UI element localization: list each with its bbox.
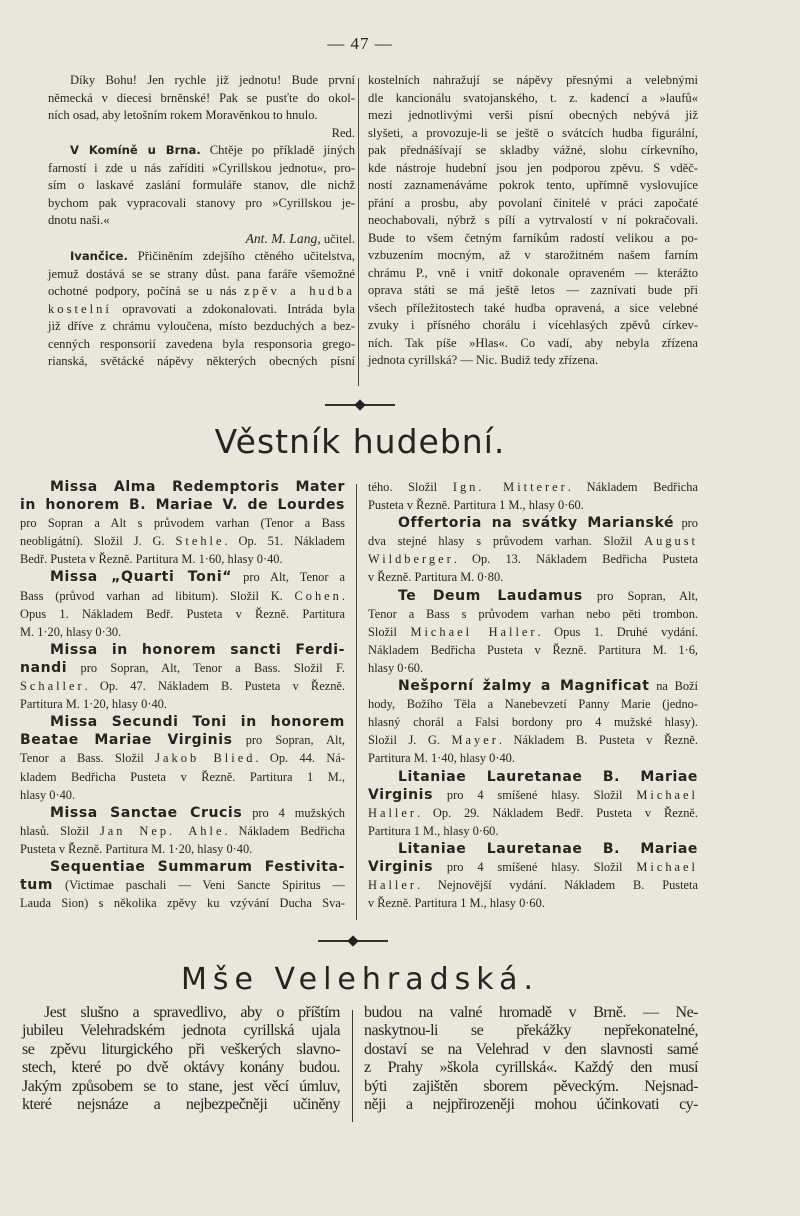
text-segment: . Op. 13. Nákladem Bedřicha Pusteta (453, 552, 698, 567)
spaced-name: Mayer (451, 733, 499, 748)
text-line (368, 496, 698, 514)
column-rule (358, 78, 359, 386)
text-line (48, 283, 355, 301)
heading-text: Missa in honorem sancti Ferdi- (50, 641, 345, 658)
listings-column-right (368, 478, 698, 912)
heading-text: Offertoria na svátky Marianské (398, 515, 675, 532)
column-rule (352, 1010, 353, 1122)
signature (48, 230, 355, 249)
spaced-name: Jan Nep. Ahle (99, 823, 225, 838)
text-segment: v Řezně. Partitura M. 0·80. (368, 570, 504, 585)
text-segment: Nákladem Bedřicha Pusteta v Řezně. Partitura M. 1·6, (368, 642, 698, 657)
text-segment: neochabovali, nýbrž s pílí a vytrvalostí v ní pokračovali. (368, 213, 698, 227)
text-segment: mezi jednotlivými verši písní obecných nebývá již (368, 108, 698, 122)
text-segment: opravovati a zdokonalovati. Intráda byla (111, 301, 355, 316)
text-line (368, 352, 698, 370)
text-line (20, 713, 345, 731)
heading-text: Ivančice. (70, 249, 128, 263)
text-line (368, 125, 698, 143)
text-line (20, 677, 345, 695)
text-line (364, 1096, 698, 1114)
spaced-name: Michael Haller (410, 624, 538, 639)
heading-text: Missa Alma Redemptoris Mater (50, 479, 345, 495)
text-segment: stech, které po dvě oktávy konány budou. (22, 1059, 340, 1077)
spaced-name: Ign. Mitterer (452, 480, 568, 494)
text-segment: hlasy 0·60. (368, 660, 424, 675)
text-segment: oprava státi se má ještě letos — zaznívati bude při (368, 283, 698, 297)
text-line (48, 160, 355, 178)
text-segment: zvuky i přísného chorálu i vícehlasých zpěvů církev- (368, 318, 698, 332)
text-line (368, 840, 698, 858)
text-line (20, 550, 345, 568)
text-line (48, 353, 355, 371)
text-line (368, 72, 698, 90)
text-line (368, 731, 698, 749)
paragraph (368, 514, 698, 586)
news-column-left (48, 72, 355, 371)
paragraph (20, 641, 345, 713)
text-segment: neobligátní). Složil J. G. (20, 534, 176, 549)
heading-text: Sequentiae Summarum Festivita- (50, 858, 345, 875)
author-name: Ant. M. Lang, (245, 230, 321, 246)
text-segment: . Op. 51. Nákladem (224, 534, 345, 549)
text-line (20, 840, 345, 858)
spaced-name: Michael (636, 859, 698, 874)
text-line (368, 265, 698, 283)
text-line (368, 212, 698, 230)
text-line (368, 514, 698, 532)
text-line (368, 677, 698, 695)
text-segment: Tenor a Bass. Složil (20, 751, 156, 766)
text-segment: ních osad, aby letošním rokem Moravěnkou to hnulo. (48, 108, 318, 122)
text-segment: Bedř. Pusteta v Řezně. Partitura M. 1·60, hlasy 0·40. (20, 552, 283, 567)
text-line (20, 876, 345, 894)
text-line (368, 300, 698, 318)
spaced-name: Haller (368, 878, 417, 893)
heading-text: Nešporní žalmy a Magnificat (398, 678, 650, 695)
text-segment: farností i zde u nás zaříditi »Cyrillskou jednotu«, pro- (48, 160, 355, 175)
text-line (22, 1059, 340, 1077)
text-line (48, 318, 355, 336)
text-segment: Partitura M. 1·20, hlasy 0·40. (20, 697, 167, 712)
text-segment: Přičiněním zdejšího ctěného učitelstva, (127, 249, 355, 263)
text-line (368, 568, 698, 586)
text-segment: slyšeti, a provozuje-li se ještě o svátcích hudba figurální, (368, 125, 698, 140)
text-segment: hlasy 0·40. (20, 787, 76, 802)
text-segment: pro Sopran, Alt, Tenor a Bass. Složil F. (67, 660, 345, 675)
text-line (20, 894, 345, 912)
text-line (368, 786, 698, 804)
text-line (368, 641, 698, 659)
text-segment: všech příležitostech také hudba opravená, a sice velebné (368, 300, 698, 315)
text-segment: pro 4 mužských (242, 805, 345, 820)
text-line (20, 514, 345, 532)
text-line (20, 587, 345, 605)
text-line (20, 659, 345, 677)
text-segment: hody, Božího Těla a Nanebevzetí Panny Marie (jedno- (368, 697, 698, 712)
text-segment: . Nákladem B. Pusteta v Řezně. (498, 733, 698, 748)
heading-text: Missa „Quarti Toni“ (50, 569, 233, 586)
heading-text: in honorem B. Mariae V. de Lourdes (20, 497, 345, 514)
text-segment: Partitura M. 1·40, hlasy 0·40. (368, 751, 515, 766)
text-segment: M. 1·20, hlasy 0·30. (20, 624, 122, 639)
text-line (48, 107, 355, 125)
text-line (368, 749, 698, 767)
text-segment: něji a nejpřirozeněji mohou účinkovati cy- (364, 1096, 698, 1114)
heading-text: Missa Sanctae Crucis (50, 804, 243, 821)
text-line (368, 107, 698, 125)
text-line (20, 641, 345, 659)
heading-text: Litaniae Lauretanae B. Mariae (398, 768, 698, 785)
text-segment: pro Sopran, Alt, (582, 588, 698, 603)
text-line (368, 858, 698, 876)
spaced-name: Haller (368, 805, 417, 820)
text-segment: (Victimae paschali — Veni Sancte Spiritus — (53, 878, 345, 893)
text-line (22, 1041, 340, 1059)
text-line (368, 532, 698, 550)
heading-text: tum (20, 877, 54, 894)
text-segment: pak přednášívají se skladby vážné, slohu církevního, (368, 143, 698, 157)
text-segment: v Řezně. Partitura 1 M., hlasy 0·60. (368, 896, 545, 911)
text-segment: jemuž dostává se se strany důst. pana faráře všemožné (48, 266, 355, 281)
text-line (368, 804, 698, 822)
text-line (48, 336, 355, 354)
spaced-name: August (644, 534, 698, 549)
paragraph (368, 72, 698, 370)
text-segment: . Op. 44. Ná- (255, 751, 345, 766)
text-line (22, 1078, 340, 1096)
text-segment: . Nejnovější vydání. Nákladem B. Pusteta (416, 878, 698, 893)
text-segment: které nejsnáze a nejbezpečněji učiněny (22, 1096, 340, 1114)
paragraph (20, 804, 345, 858)
text-line (20, 568, 345, 586)
ornament-divider (325, 404, 395, 406)
text-line (22, 1022, 340, 1040)
paragraph (368, 478, 698, 514)
text-segment: jednota cyrillská? — Nic. Budiž tedy zřízena. (368, 353, 599, 367)
text-segment: na Boží (649, 679, 698, 694)
divider-diamond-icon (347, 935, 358, 946)
text-line (22, 1096, 340, 1114)
text-segment: dnotu naši.« (48, 213, 110, 227)
text-segment: . (341, 588, 345, 603)
text-segment: . Op. 47. Nákladem B. Pusteta v Řezně. (84, 679, 345, 694)
paragraph (20, 478, 345, 568)
text-segment: kde nástroje hudební jsou jen podporou zpěvu. S vděč- (368, 160, 698, 175)
paragraph (20, 568, 345, 640)
text-segment: Jakým způsobem se to stane, jest věcí úmluv, (22, 1077, 340, 1095)
text-segment: již dříve z chrámu vyloučena, místo bezduchých a bez- (48, 319, 355, 333)
section-title-vestnik-hudebni: Věstník hudební. (214, 422, 506, 461)
spaced-name: kostelní (48, 301, 112, 316)
text-segment: Díky Bohu! Jen rychle již jednotu! Bude první (70, 73, 355, 87)
paragraph (48, 72, 355, 125)
text-line (48, 212, 355, 230)
text-segment: pro (674, 516, 698, 531)
text-segment: cenných responsorií zavedena byla responsoria grego- (48, 336, 355, 351)
heading-text: nandi (20, 659, 68, 676)
text-line (20, 768, 345, 786)
text-line (20, 858, 345, 876)
text-line (48, 177, 355, 195)
text-line (22, 1004, 340, 1022)
text-line (368, 768, 698, 786)
text-line (368, 247, 698, 265)
text-segment: Bass (průvod varhan ad libitum). Složil K. (20, 588, 295, 603)
text-segment: Bude to všem četným farníkům radostí velikou a po- (368, 230, 698, 245)
text-segment: kladem Bedřicha Pusteta v Řezně. Partitura 1 M., (20, 769, 345, 784)
text-segment: naskytnou-li se překážky nepřekonatelné, (364, 1022, 698, 1040)
heading-text: Virginis (368, 858, 434, 875)
text-line (368, 605, 698, 623)
text-segment: ních. Tak píše »Hlas«. Co vadí, aby nebyla zřízena (368, 335, 698, 350)
text-line (364, 1022, 698, 1040)
text-line (48, 230, 355, 249)
text-line (368, 876, 698, 894)
text-segment: pro Sopran, Alt, (232, 733, 345, 748)
text-segment: . Nákladem Bedřicha (224, 823, 345, 838)
text-line (20, 496, 345, 514)
text-segment: dva stejné hlasy s průvodem varhan. Složil (368, 534, 645, 549)
column-rule (356, 484, 357, 920)
text-segment: hlasný chorál a Falsi bordony pro 4 mužské hlasy). (368, 715, 698, 730)
text-segment: Pusteta v Řezně. Partitura 1 M., hlasy 0·60. (368, 498, 584, 513)
text-segment: Složil (368, 624, 411, 639)
article-column-left (22, 1004, 340, 1114)
text-line (368, 550, 698, 568)
signature (48, 125, 355, 143)
text-segment: Opus 1. Nákladem Bedř. Pusteta v Řezně. Partitura (20, 606, 345, 621)
spaced-name: Schaller (20, 679, 85, 694)
paragraph (48, 142, 355, 230)
text-line (20, 786, 345, 804)
text-segment: pro Sopran a Alt s průvodem varhan (Tenor a Bass (20, 516, 345, 531)
text-line (48, 72, 355, 90)
ornament-divider (318, 940, 388, 942)
text-line (20, 605, 345, 623)
text-line (364, 1078, 698, 1096)
text-line (368, 695, 698, 713)
text-segment: chrámu P., vně i vnitř dokonale opraveném — kterážto (368, 265, 698, 280)
text-segment: vzbuzením mocným, až v starožitném našem farním (368, 248, 698, 262)
text-segment: Pusteta v Řezně. Partitura M. 1·20, hlasy 0·40. (20, 841, 253, 856)
text-line (368, 659, 698, 677)
text-line (20, 623, 345, 641)
heading-text: Virginis (368, 786, 434, 803)
text-line (20, 478, 345, 496)
listings-column-left (20, 478, 345, 912)
text-segment: sím o laskavé zaslání formuláře stanov, dle nichž (48, 178, 355, 192)
section-title-mse-velehradska: Mše Velehradská. (180, 962, 540, 997)
text-segment: býti zajištěn sborem pěveckým. Nejsnad- (364, 1077, 698, 1095)
text-segment: německá v diecesi brněnské! Pak se pusťte do okol- (48, 90, 355, 105)
text-line (20, 804, 345, 822)
text-segment: ností zaznamenáváme pokrok tento, upřímně vyslovujíce (368, 178, 698, 192)
text-segment: Jest slušno a spravedlivo, aby o příštím (44, 1004, 340, 1021)
spaced-name: Cohen (294, 588, 342, 603)
text-segment: jubileu Velehradském jednota cyrillská ujala (22, 1022, 340, 1040)
text-line (368, 142, 698, 160)
text-line (368, 822, 698, 840)
heading-text: Litaniae Lauretanae B. Mariae (398, 840, 698, 857)
text-line (364, 1059, 698, 1077)
text-segment: Red. (331, 125, 355, 140)
text-segment: pro 4 smíšené hlasy. Složil (433, 859, 637, 874)
text-segment: kostelních nahražují se nápěvy přesnými a velebnými (368, 73, 698, 87)
spaced-name: Jakob Blied (155, 751, 256, 766)
spaced-name: zpěv a hudba (243, 284, 355, 298)
text-line (20, 731, 345, 749)
text-segment: Tenor a Bass s průvodem varhan nebo pěti trombon. (368, 606, 698, 621)
text-line (48, 266, 355, 284)
text-segment: dostaví se na Velehrad v den slavnosti samé (364, 1040, 698, 1058)
text-line (364, 1004, 698, 1022)
heading-text: Missa Secundi Toni in honorem (50, 714, 345, 731)
text-segment: pro Alt, Tenor a (232, 570, 345, 585)
paragraph (368, 840, 698, 912)
text-segment: z Prahy »škola cyrillská«. Každý den musí (364, 1059, 698, 1077)
text-segment: učitel. (320, 231, 355, 246)
text-line (368, 177, 698, 195)
text-line (48, 90, 355, 108)
text-segment: ochotné podpory, počíná se u nás (48, 284, 244, 298)
text-segment: tého. Složil (368, 480, 453, 494)
paragraph (20, 713, 345, 803)
text-segment: . Opus 1. Druhé vydání. (537, 624, 699, 639)
paragraph (48, 248, 355, 371)
text-segment: Partitura 1 M., hlasy 0·60. (368, 823, 499, 838)
text-segment: Chtěje po příkladě jiných (200, 143, 355, 157)
divider-diamond-icon (354, 399, 365, 410)
text-segment: pro 4 smíšené hlasy. Složil (433, 787, 637, 802)
text-line (368, 317, 698, 335)
text-line (368, 587, 698, 605)
page-number: — 47 — (327, 34, 393, 53)
text-line (48, 195, 355, 213)
news-column-right (368, 72, 698, 370)
spaced-name: Wildberger (368, 552, 454, 567)
text-segment: Lauda Sion) s několika zpěvy ku vzývání Ducha Sva- (20, 896, 345, 911)
text-line (368, 90, 698, 108)
text-segment: hlasů. Složil (20, 823, 100, 838)
text-line (368, 894, 698, 912)
text-line (20, 532, 345, 550)
paragraph (368, 677, 698, 767)
text-line (48, 142, 355, 160)
text-line (48, 248, 355, 266)
text-segment: rianská, světácké nápěvy některých obecných písní (48, 354, 355, 368)
text-line (368, 160, 698, 178)
heading-text: Beatae Mariae Virginis (20, 732, 233, 749)
text-line (364, 1041, 698, 1059)
text-line (48, 125, 355, 143)
paragraph (364, 1004, 698, 1114)
text-line (20, 695, 345, 713)
text-line (368, 195, 698, 213)
text-line (368, 623, 698, 641)
text-segment: bychom pak vypracovali stanovy pro »Cyrillskou je- (48, 195, 355, 210)
text-segment: . Op. 29. Nákladem Bedř. Pusteta v Řezně. (416, 805, 698, 820)
paragraph (368, 768, 698, 840)
text-line (368, 335, 698, 353)
text-line (368, 713, 698, 731)
paragraph (22, 1004, 340, 1114)
heading-text: Te Deum Laudamus (398, 587, 583, 604)
text-line (20, 749, 345, 767)
text-segment: . Nákladem Bedřicha (567, 480, 698, 494)
text-line (48, 301, 355, 319)
text-segment: přání a prosbu, aby povolaní činitelé v práci započaté (368, 195, 698, 210)
text-segment: Složil J. G. (368, 733, 452, 748)
text-line (20, 822, 345, 840)
text-line (368, 230, 698, 248)
spaced-name: Michael (636, 787, 698, 802)
text-segment: se zpěvu liturgického při veškerých slavno- (22, 1040, 340, 1058)
text-line (368, 282, 698, 300)
text-segment: budou na valné hromadě v Brně. — Ne- (364, 1004, 698, 1021)
heading-text: V Komíně u Brna. (70, 143, 201, 157)
article-column-right (364, 1004, 698, 1114)
paragraph (368, 587, 698, 677)
text-segment: dle kancionálu svatojanského, t. z. kadencí a »laufů« (368, 90, 698, 105)
paragraph (20, 858, 345, 912)
text-line (368, 478, 698, 496)
spaced-name: Stehle (175, 534, 225, 549)
